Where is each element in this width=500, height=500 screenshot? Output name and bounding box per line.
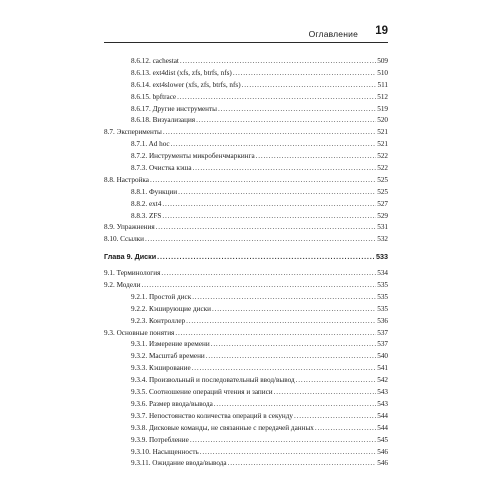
toc-entry [104, 363, 388, 375]
toc-entry-title: 9.3.10. Насыщенность [131, 447, 199, 456]
toc-leader-dots [233, 68, 376, 80]
toc-leader-dots [186, 316, 376, 328]
toc-entry [104, 447, 388, 459]
toc-entry [104, 163, 388, 175]
toc-leader-dots [171, 139, 377, 151]
toc-leader-dots [192, 363, 377, 375]
toc-entry-title: 8.6.17. Другие инструменты [131, 104, 218, 113]
toc-entry-page: 535 [377, 292, 388, 301]
toc-entry [104, 139, 388, 151]
toc-entry [104, 234, 388, 246]
toc-entry [104, 104, 388, 116]
toc-leader-dots [294, 411, 376, 423]
toc-entry-page: 521 [377, 128, 388, 137]
toc-leader-dots [196, 115, 376, 127]
toc-entry [104, 115, 388, 127]
toc-entry [104, 458, 388, 470]
toc-entry-page: 533 [376, 252, 388, 262]
toc-entry [104, 151, 388, 163]
toc-leader-dots [150, 175, 376, 187]
toc-entry-page: 522 [377, 152, 388, 161]
toc-entry-title: 9.1. Терминология [104, 269, 161, 278]
toc-entry-page: 519 [377, 104, 388, 113]
toc-leader-dots [177, 92, 376, 104]
toc-entry-page: 525 [377, 187, 388, 196]
toc-entry [104, 268, 388, 280]
toc-leader-dots [315, 423, 376, 435]
toc-entry-title: 9.3.9. Потребление [131, 435, 189, 444]
toc-entry-title: 9.2.3. Контроллер [131, 316, 186, 325]
toc-entry-title: 8.8. Настройка [104, 175, 149, 184]
toc-leader-dots [212, 304, 376, 316]
toc-entry [104, 199, 388, 211]
toc-entry [104, 399, 388, 411]
toc-entry-title: 9.3.7. Непостоянство количества операций в секунду [131, 411, 294, 420]
toc-entry-page: 535 [377, 281, 388, 290]
toc-entry [104, 316, 388, 328]
page-number: 19 [375, 25, 388, 37]
toc-entry-page: 545 [377, 435, 388, 444]
toc-leader-dots [156, 222, 377, 234]
toc-leader-dots [218, 104, 376, 116]
toc-entry-page: 527 [377, 199, 388, 208]
toc-entry-title: 8.6.13. ext4dist (xfs, zfs, btrfs, nfs) [131, 68, 232, 77]
toc-entry [104, 435, 388, 447]
toc-leader-dots [228, 458, 377, 470]
toc-entry [104, 211, 388, 223]
toc-entry-title: 8.6.18. Визуализация [131, 116, 196, 125]
toc-entry-title: 9.3. Основные понятия [104, 328, 175, 337]
toc-entry-title: 8.9. Упражнения [104, 223, 155, 232]
toc-leader-dots [256, 151, 377, 163]
toc-entry-title: 9.3.4. Произвольный и последовательный ввод/вывод [131, 376, 295, 385]
toc-entry-title: Глава 9. Диски [104, 252, 157, 262]
toc-entry-page: 536 [377, 316, 388, 325]
toc-entry-page: 537 [377, 328, 388, 337]
toc-leader-dots [242, 80, 377, 92]
toc-leader-dots [161, 268, 376, 280]
toc-entry-title: 8.7.3. Очистка кэша [131, 164, 192, 173]
toc-leader-dots [200, 447, 376, 459]
toc-entry-title: 9.3.5. Соотношение операций чтения и записи [131, 388, 273, 397]
toc-leader-dots [157, 251, 375, 263]
toc-entry-page: 543 [377, 399, 388, 408]
toc-entry-page: 534 [377, 269, 388, 278]
toc-entry [104, 423, 388, 435]
toc-leader-dots [192, 292, 376, 304]
toc-entry-title: 8.6.14. ext4slower (xfs, zfs, btrfs, nfs) [131, 80, 241, 89]
toc-entry-title: 8.10. Ссылки [104, 235, 144, 244]
toc-entry-page: 520 [377, 116, 388, 125]
toc-leader-dots [274, 387, 377, 399]
toc-entry-title: 8.8.3. ZFS [131, 211, 162, 220]
toc-entry-title: 9.3.1. Измерение времени [131, 340, 210, 349]
toc-entry [104, 175, 388, 187]
toc-entry-page: 540 [377, 352, 388, 361]
toc-entry-page: 532 [377, 235, 388, 244]
toc-leader-dots [211, 339, 377, 351]
toc-entry [104, 328, 388, 340]
toc-entry [104, 375, 388, 387]
toc-entry-page: 541 [377, 364, 388, 373]
toc-entry-title: 9.2.2. Кэширующие диски [131, 304, 211, 313]
toc-entry [104, 280, 388, 292]
toc-entry [104, 351, 388, 363]
toc-entry-page: 544 [377, 411, 388, 420]
toc-entry [104, 222, 388, 234]
toc-entry-page: 511 [377, 80, 388, 89]
toc-leader-dots [180, 56, 376, 68]
toc-entry-title: 9.3.11. Ожидание ввода/вывода [131, 459, 227, 468]
running-header [104, 24, 388, 43]
toc-entry-title: 9.3.3. Кэширование [131, 364, 191, 373]
toc-entry [104, 68, 388, 80]
toc-entry-page: 543 [377, 388, 388, 397]
toc-entry-title: 9.3.8. Дисковые команды, не связанные с передачей данных [131, 423, 314, 432]
toc-entry-title: 8.7.2. Инструменты микробенчмаркинга [131, 152, 255, 161]
toc-entry-page: 509 [377, 57, 388, 65]
toc-entry-title: 8.6.15. bpftrace [131, 92, 177, 101]
toc-entry-title: 8.7. Эксперименты [104, 128, 162, 137]
toc-leader-dots [206, 351, 376, 363]
table-of-contents [104, 56, 388, 470]
toc-entry-page: 544 [377, 423, 388, 432]
toc-leader-dots [163, 127, 376, 139]
toc-entry-page: 521 [377, 140, 388, 149]
toc-entry-page: 522 [377, 164, 388, 173]
toc-leader-dots [193, 163, 377, 175]
toc-entry-page: 535 [377, 304, 388, 313]
toc-entry-title: 8.7.1. Ad hoc [131, 140, 170, 149]
toc-entry [104, 339, 388, 351]
toc-entry [104, 127, 388, 139]
toc-entry-page: 512 [377, 92, 388, 101]
toc-entry-page: 525 [377, 175, 388, 184]
toc-entry [104, 187, 388, 199]
toc-entry-page: 546 [377, 459, 388, 468]
toc-leader-dots [190, 435, 376, 447]
toc-entry [104, 56, 388, 68]
toc-leader-dots [145, 234, 376, 246]
running-title: Оглавление [308, 29, 358, 39]
toc-entry [104, 304, 388, 316]
toc-leader-dots [141, 280, 376, 292]
toc-leader-dots [175, 328, 376, 340]
toc-entry [104, 387, 388, 399]
toc-chapter-entry [104, 251, 388, 263]
toc-leader-dots [178, 187, 376, 199]
toc-entry-title: 8.6.12. cachestat [131, 57, 179, 65]
toc-entry-title: 8.8.2. ext4 [131, 199, 162, 208]
toc-entry [104, 292, 388, 304]
toc-entry [104, 92, 388, 104]
toc-leader-dots [214, 399, 376, 411]
toc-entry-page: 531 [377, 223, 388, 232]
toc-entry-page: 529 [377, 211, 388, 220]
toc-leader-dots [162, 199, 376, 211]
toc-entry-page: 546 [377, 447, 388, 456]
toc-entry-title: 9.2. Модели [104, 281, 141, 290]
toc-entry-page: 537 [377, 340, 388, 349]
toc-leader-dots [162, 211, 376, 223]
toc-entry-page: 510 [377, 68, 388, 77]
toc-entry-title: 9.2.1. Простой диск [131, 292, 192, 301]
toc-entry-page: 542 [377, 376, 388, 385]
toc-entry [104, 80, 388, 92]
toc-entry [104, 411, 388, 423]
toc-entry-title: 8.8.1. Функции [131, 187, 178, 196]
toc-entry-title: 9.3.2. Масштаб времени [131, 352, 205, 361]
toc-leader-dots [296, 375, 377, 387]
toc-entry-title: 9.3.6. Размер ввода/вывода [131, 399, 213, 408]
